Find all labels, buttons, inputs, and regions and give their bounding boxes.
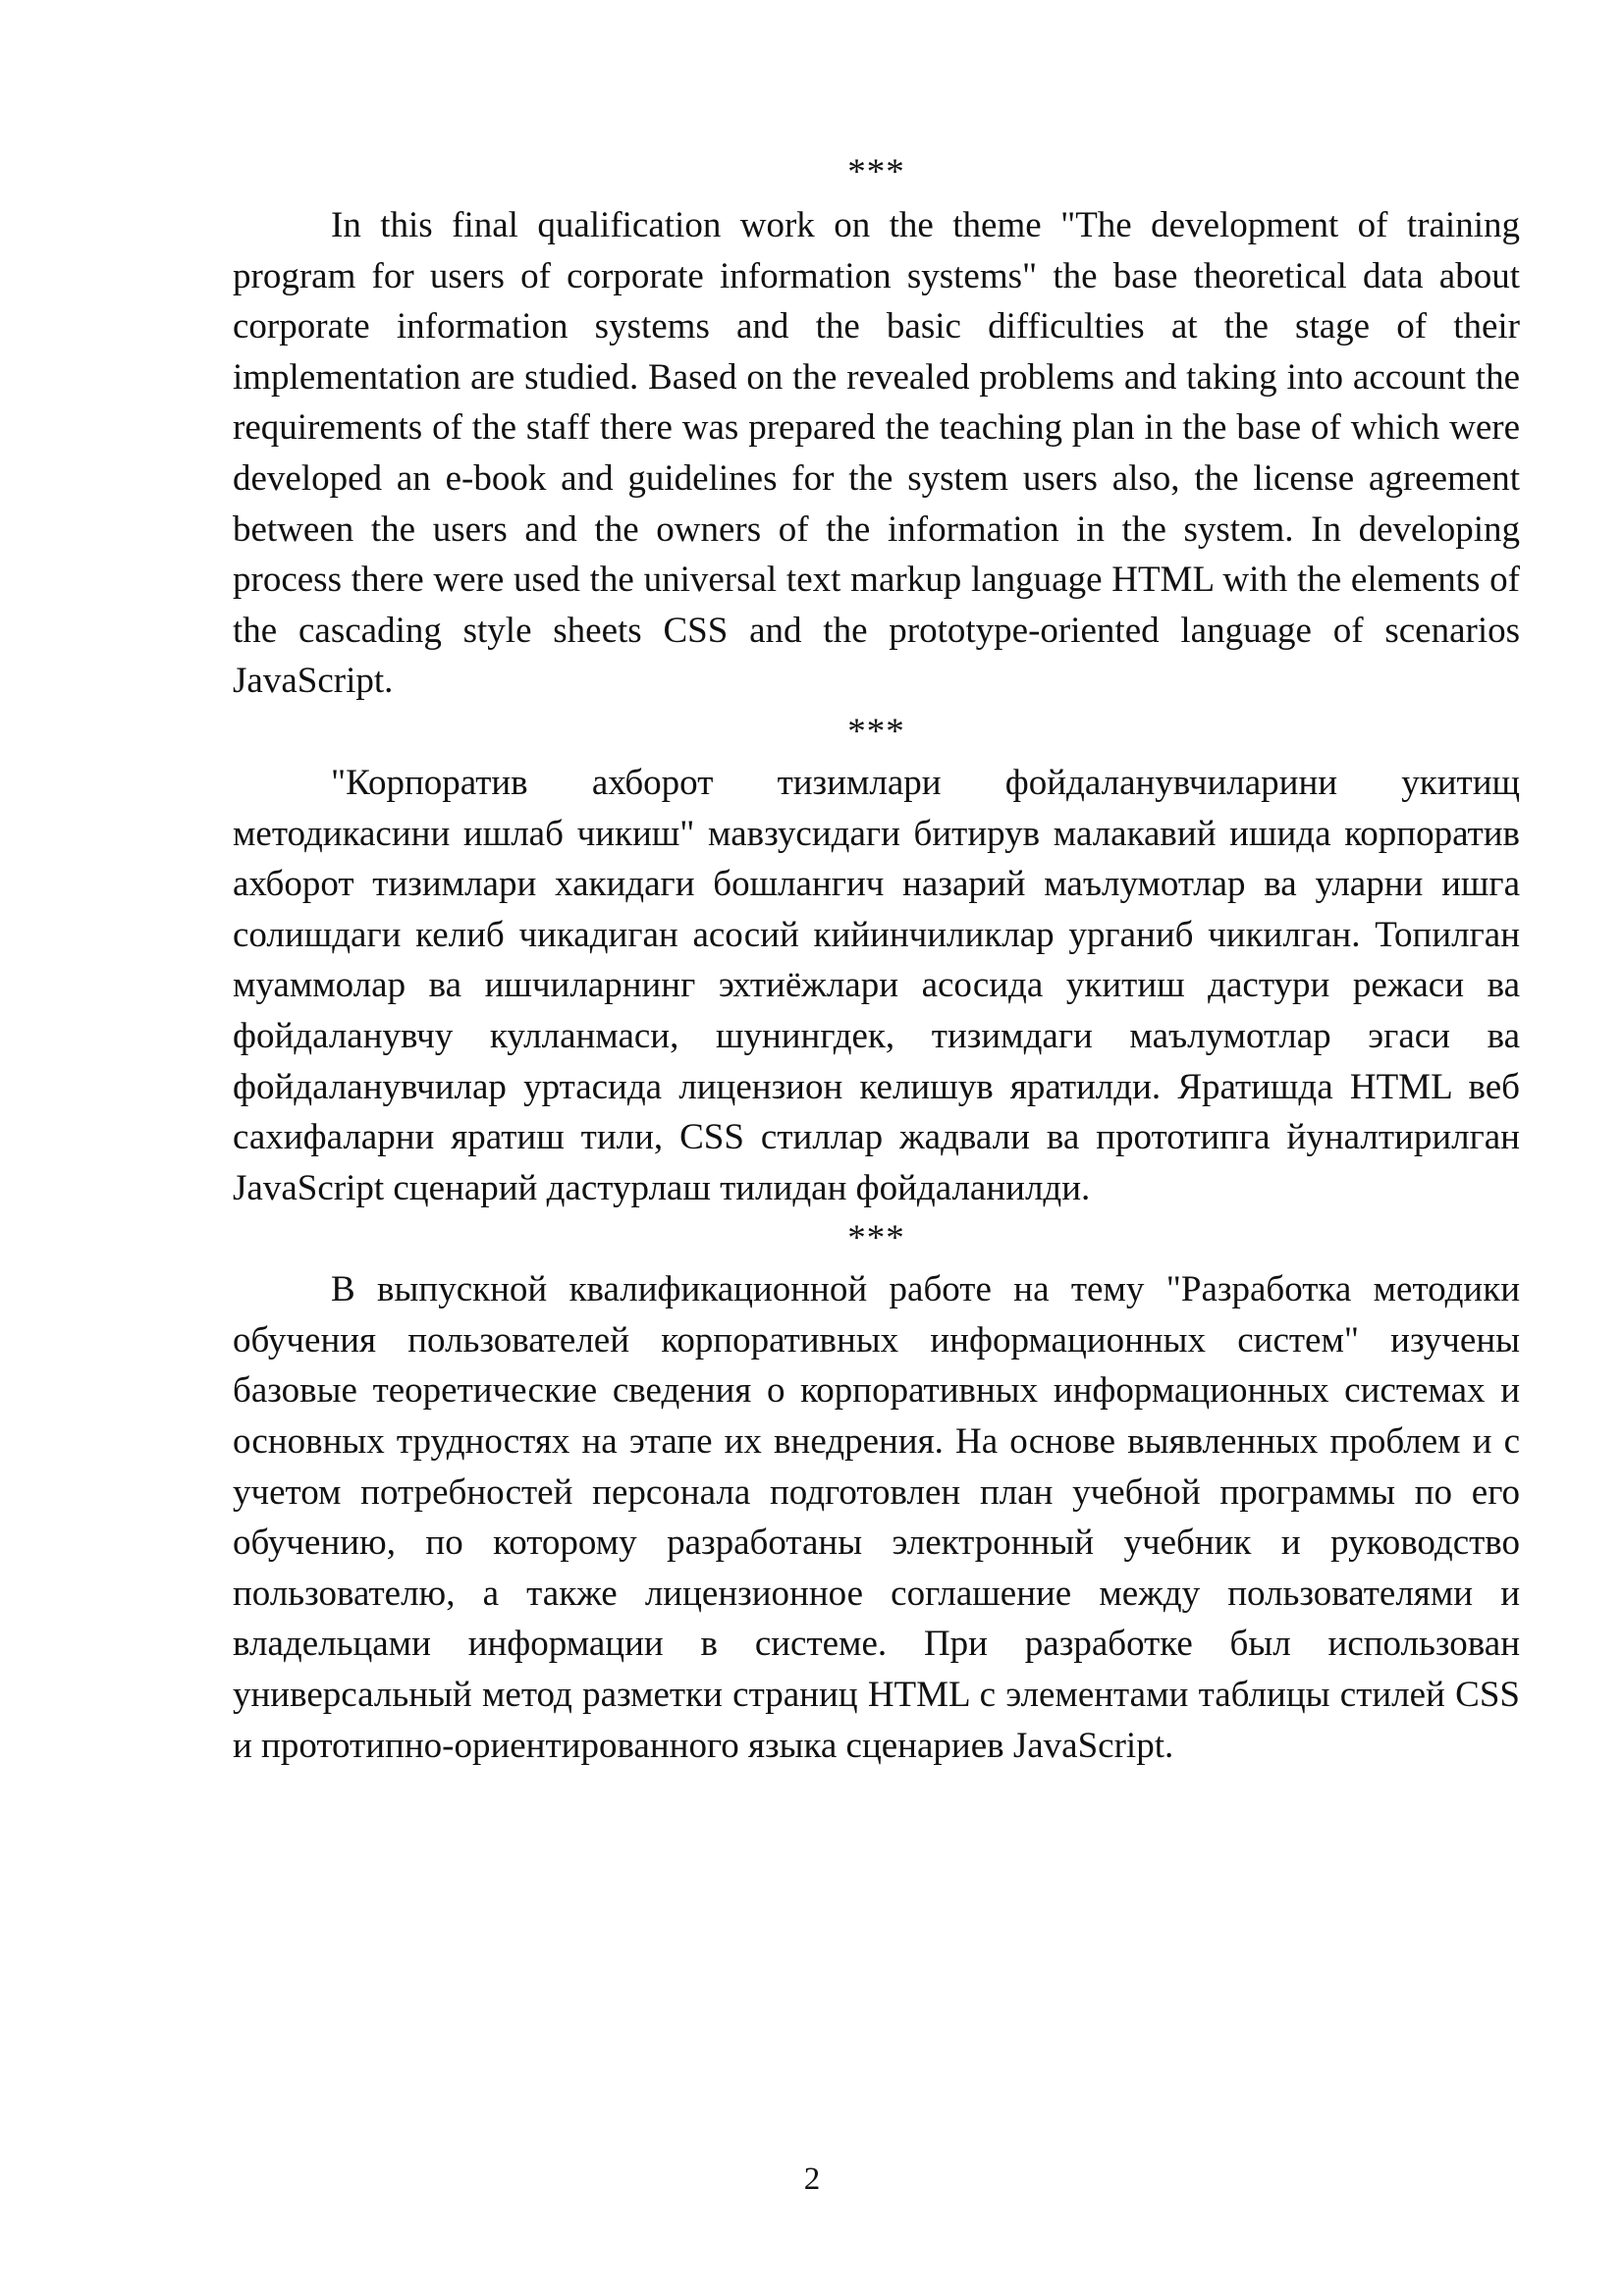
section-separator: ***: [847, 152, 905, 192]
english-abstract-paragraph: In this final qualification work on the theme "The development of training program for users of corporate information systems" the base theoretical data about corporate information systems and the basic difficulties at the stage of their implementation are studied. Based on the revealed problems and taking into account the requirements of the staff there was prepared the teaching plan in the base of which were developed an e-book and guidelines for the system users also, the license agreement between the users and the owners of the information in the system. In developing process there were used the universal text markup language HTML with the elements of the cascading style sheets CSS and the prototype-oriented language of scenarios JavaScript.: [233, 205, 1520, 702]
section-separator: ***: [847, 711, 905, 752]
page-number: 2: [803, 2162, 821, 2197]
document-content: [233, 147, 1520, 1771]
section-separator: ***: [847, 1218, 905, 1259]
uzbek-abstract-paragraph: "Корпоратив ахборот тизимлари фойдаланувчиларини укитищ методикасини ишлаб чикиш" мавзусидаги битирув малакавий ишида корпоратив ахборот тизимлари хакидаги бошлангич назарий маълумотлар ва уларни ишга солишдаги келиб чикадиган асосий кийинчиликлар урганиб чикилган. Топилган муаммолар ва ишчиларнинг эхтиёжлари асосида укитиш дастури режаси ва фойдаланувчу кулланмаси, шунингдек, тизимдаги маълумотлар эгаси ва фойдаланувчилар уртасида лицензион келишув яратилди. Яратишда HTML веб сахифаларни яратиш тили, CSS стиллар жадвали ва прототипга йуналтирилган JavaScript сценарий дастурлаш тилидан фойдаланилди.: [233, 762, 1520, 1208]
russian-abstract-paragraph: В выпускной квалификационной работе на тему "Разработка методики обучения пользователей корпоративных информационных систем" изучены базовые теоретические сведения о корпоративных информационных системах и основных трудностях на этапе их внедрения. На основе выявленных проблем и с учетом потребностей персонала подготовлен план учебной программы по его обучению, по которому разработаны электронный учебник и руководство пользователю, а также лицензионное соглашение между пользователями и владельцами информации в системе. При разработке был использован универсальный метод разметки страниц HTML с элементами таблицы стилей CSS и прототипно-ориентированного языка сценариев JavaScript.: [233, 1269, 1520, 1766]
